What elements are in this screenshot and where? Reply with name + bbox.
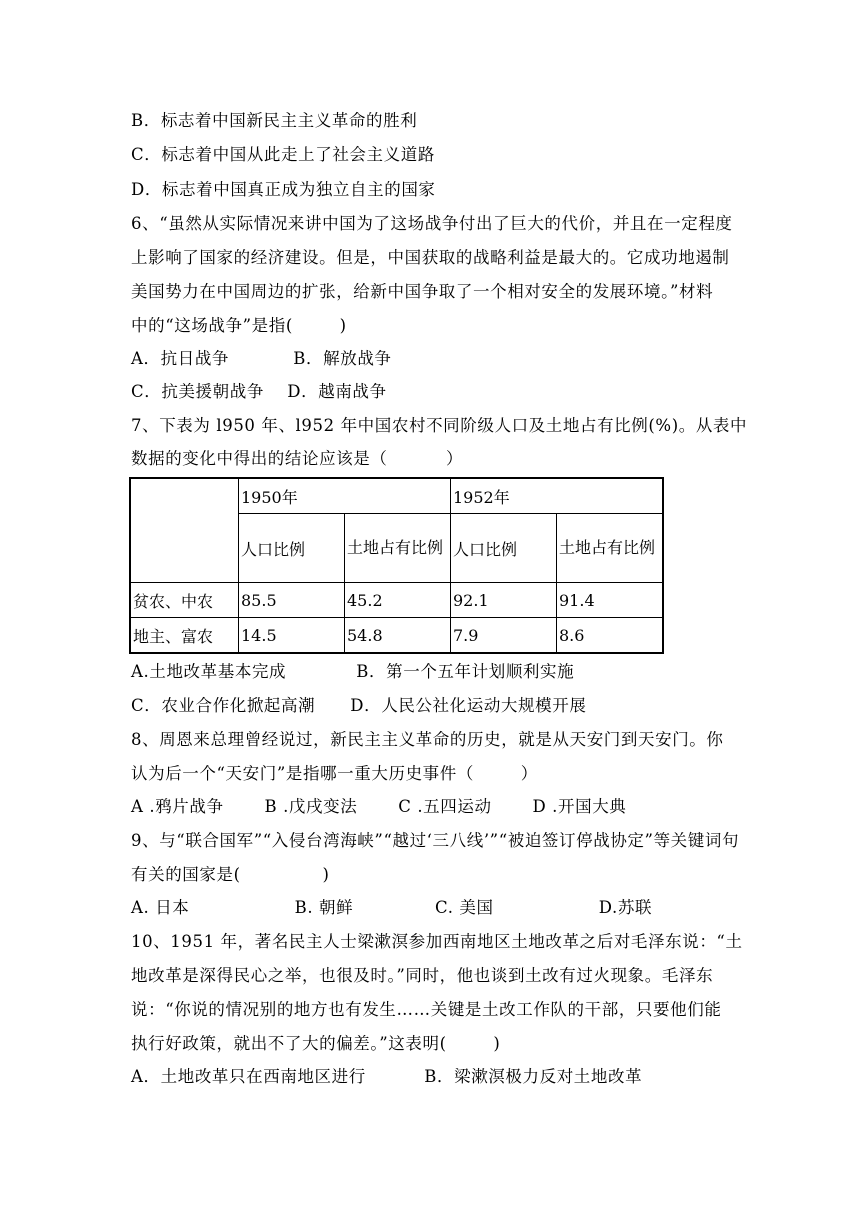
land-reform-table xyxy=(129,477,664,654)
table-row xyxy=(130,583,663,618)
question-10-line-2: 地改革是深得民心之举，也很及时。”同时，他也谈到土改有过火现象。毛泽东 xyxy=(131,966,714,985)
cell-1950-population: 14.5 xyxy=(239,618,345,654)
option-c-q5: C．标志着中国从此走上了社会主义道路 xyxy=(131,145,435,164)
header-1952: 1952年 xyxy=(451,478,664,514)
question-9-options: A. 日本 B. 朝鲜 C. 美国 D.苏联 xyxy=(131,898,653,917)
cell-1950-land: 45.2 xyxy=(345,583,451,618)
table-corner-cell xyxy=(130,478,239,583)
cell-1952-land: 91.4 xyxy=(557,583,664,618)
question-10-options-ab: A．土地改革只在西南地区进行 B．梁漱溟极力反对土地改革 xyxy=(131,1067,643,1086)
cell-1952-population: 7.9 xyxy=(451,618,557,654)
header-1950-population: 人口比例 xyxy=(239,514,345,583)
option-d-q5: D．标志着中国真正成为独立自主的国家 xyxy=(131,180,436,199)
cell-1952-population: 92.1 xyxy=(451,583,557,618)
cell-1950-population: 85.5 xyxy=(239,583,345,618)
question-6-options-ab: A．抗日战争 B．解放战争 xyxy=(131,349,392,368)
row-label: 地主、富农 xyxy=(130,618,239,654)
question-7-line-1: 7、下表为 l950 年、l952 年中国农村不同阶级人口及土地占有比例(%)。从表中 xyxy=(131,416,748,435)
table-row xyxy=(130,618,663,654)
question-6-line-3: 美国势力在中国周边的扩张，给新中国争取了一个相对安全的发展环境。”材料 xyxy=(131,282,714,301)
question-7-options-cd: C．农业合作化掀起高潮 D．人民公社化运动大规模开展 xyxy=(131,696,587,715)
question-6-line-2: 上影响了国家的经济建设。但是，中国获取的战略利益是最大的。它成功地遏制 xyxy=(131,248,730,267)
row-label: 贫农、中农 xyxy=(130,583,239,618)
header-1950-land: 土地占有比例 xyxy=(345,514,451,583)
question-10-line-4: 执行好政策，就出不了大的偏差。”这表明( ) xyxy=(131,1034,501,1053)
question-6-line-1: 6、“虽然从实际情况来讲中国为了这场战争付出了巨大的代价，并且在一定程度 xyxy=(131,214,733,233)
question-7-options-ab: A.土地改革基本完成 B．第一个五年计划顺利实施 xyxy=(131,662,575,681)
question-10-line-1: 10、1951 年，著名民主人士梁漱溟参加西南地区土地改革之后对毛泽东说：“土 xyxy=(131,932,743,951)
question-6-options-cd: C．抗美援朝战争 D．越南战争 xyxy=(131,382,387,401)
question-10-line-3: 说：“你说的情况别的地方也有发生……关键是土改工作队的干部，只要他们能 xyxy=(131,1000,722,1019)
question-6-line-4: 中的“这场战争”是指( ) xyxy=(131,316,347,335)
header-1950: 1950年 xyxy=(239,478,451,514)
question-8-line-1: 8、周恩来总理曾经说过，新民主主义革命的历史，就是从天安门到天安门。你 xyxy=(131,730,724,749)
question-9-line-2: 有关的国家是( ) xyxy=(131,865,330,884)
question-8-line-2: 认为后一个“天安门”是指哪一重大历史事件（ ） xyxy=(131,764,538,783)
option-b-q5: B．标志着中国新民主主义革命的胜利 xyxy=(131,111,418,130)
question-7-line-2: 数据的变化中得出的结论应该是（ ） xyxy=(131,449,464,468)
header-1952-population: 人口比例 xyxy=(451,514,557,583)
question-8-options: A .鸦片战争 B .戊戌变法 C .五四运动 D .开国大典 xyxy=(131,797,627,816)
question-9-line-1: 9、与“联合国军”“入侵台湾海峡”“越过‘三八线’”“被迫签订停战协定”等关键词句 xyxy=(131,831,740,850)
cell-1950-land: 54.8 xyxy=(345,618,451,654)
header-1952-land: 土地占有比例 xyxy=(557,514,664,583)
cell-1952-land: 8.6 xyxy=(557,618,664,654)
